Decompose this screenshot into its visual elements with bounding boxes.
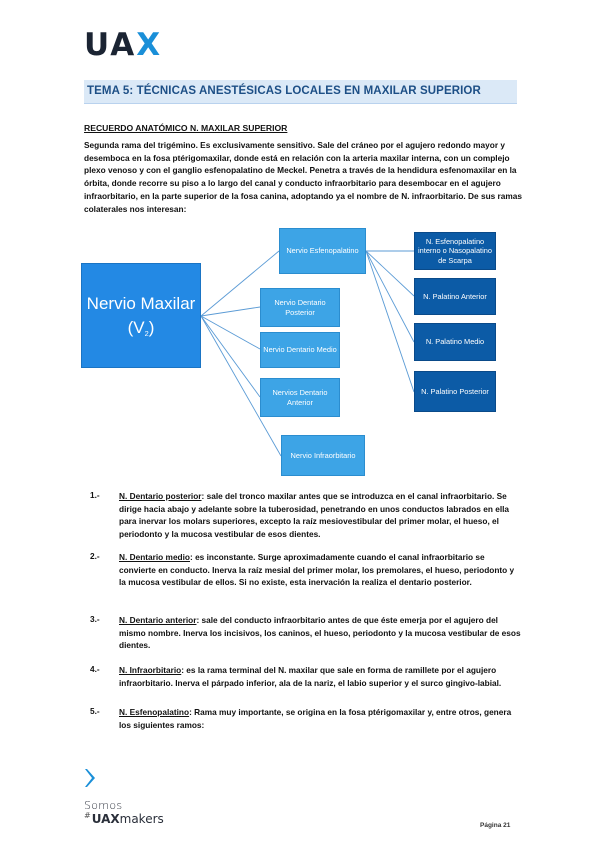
list-item-title: N. Dentario medio [119, 552, 190, 562]
node-main-subscript: 2 [144, 328, 149, 338]
node-nervio-infraorbitario: Nervio Infraorbitario [281, 435, 365, 476]
list-item-number: 2.- [90, 551, 100, 561]
connector-esfeno-palatino-anterior [366, 251, 414, 296]
list-item-number: 4.- [90, 664, 100, 674]
list-item-title: N. Dentario posterior [119, 491, 202, 501]
brand-hash: # [84, 811, 91, 820]
list-item-body [119, 490, 521, 541]
connector-esfeno-palatino-posterior [366, 251, 414, 392]
logo-main-text: UA [84, 27, 137, 63]
connector-main-dentario-anterior [201, 316, 260, 397]
page-number: Página 21 [480, 822, 511, 829]
section-heading: RECUERDO ANATÓMICO N. MAXILAR SUPERIOR [84, 123, 288, 133]
logo-accent-text: X [136, 27, 163, 63]
node-palatino-anterior: N. Palatino Anterior [414, 278, 496, 315]
list-item-number: 5.- [90, 706, 100, 716]
node-nervio-maxilar [81, 263, 201, 368]
node-nervios-dentario-anterior: Nervios Dentario Anterior [260, 378, 340, 417]
node-nervio-dentario-medio: Nervio Dentario Medio [260, 332, 340, 368]
brand-uax: UAX [91, 812, 120, 826]
list-item-text: : sale del tronco maxilar antes que se introduzca en el canal infraorbitario. Se dirige hacia abajo y adelante sobre la tuberosidad, penetrando en unos conductos labrados en ella para inervar los molars superiores, excepto la raíz mesiovestibular del primer molar, el hueso, el periodonto y la mucosa vestibular de esos dientes. [119, 491, 510, 540]
list-item-body [119, 551, 521, 589]
list-item-title: N. Dentario anterior [119, 615, 197, 625]
node-main-line1: Nervio Maxilar [86, 293, 196, 313]
connector-esfeno-palatino-medio [366, 251, 414, 342]
node-main-line2 [128, 316, 155, 340]
list-item-text: : es la rama terminal del N. maxilar que sale en forma de ramillete por el agujero infraorbitario. Inerva el párpado inferior, ala de la nariz, el labio superior y el surco gingivo-labial. [119, 665, 502, 688]
chevron-right-icon [84, 768, 98, 788]
list-item-number: 3.- [90, 614, 100, 624]
intro-paragraph: Segunda rama del trigémino. Es exclusivamente sensitivo. Sale del cráneo por el agujero redondo mayor y desemboca en la fosa ptérigomaxilar, donde está en relación con la arteria maxilar interna, con un complejo plexo venoso y con el ganglio esfenopalatino de Meckel. Penetra a través de la hendidura esfenomaxilar en la órbita, donde recorre su piso a lo largo del canal y conducto infraorbitario para desembocar en el agujero infraorbitario, en la parte superior de la fosa canina, adoptando ya el nombre de N. infraorbitario. De sus ramas colaterales nos interesan: [84, 140, 523, 214]
list-item-text: : Rama muy importante, se origina en la fosa ptérigomaxilar y, entre otros, genera los siguientes ramos: [119, 707, 512, 730]
uax-logo [84, 27, 162, 63]
topic-title: TEMA 5: TÉCNICAS ANESTÉSICAS LOCALES EN MAXILAR SUPERIOR [87, 85, 481, 97]
list-item-title: N. Esfenopalatino [119, 707, 190, 717]
list-item-text: : es inconstante. Surge aproximadamente cuando el canal infraorbitario se convierte en conducto. Inerva la raíz mesial del primer molar, los premolares, el hueso, periodonto y la mucosa vestibular de ellos. Si no existe, esta inervación la realiza el dentario posterior. [119, 552, 515, 588]
brand-somos: Somos [84, 799, 123, 812]
list-item-body [119, 706, 521, 731]
list-item-title: N. Infraorbitario [119, 665, 182, 675]
list-item-body [119, 614, 521, 652]
node-main-close-paren: ) [148, 317, 155, 337]
node-nervio-esfenopalatino: Nervio Esfenopalatino [279, 228, 366, 274]
node-nasopalatino-scarpa: N. Esfenopalatino interno o Nasopalatino de Scarpa [414, 232, 496, 270]
node-palatino-medio: N. Palatino Medio [414, 323, 496, 361]
connector-main-dentario-posterior [201, 307, 260, 316]
node-main-v-label: (V [127, 317, 145, 337]
brand-makers: makers [119, 812, 164, 826]
brand-uaxmakers [84, 811, 164, 826]
node-nervio-dentario-posterior: Nervio Dentario Posterior [260, 288, 340, 327]
list-item-text: : sale del conducto infraorbitario antes de que éste emerja por el agujero del mismo nombre. Inerva los incisivos, los caninos, el hueso, periodonto y la mucosa vestibular de esos dientes. [119, 615, 521, 651]
node-palatino-posterior: N. Palatino Posterior [414, 371, 496, 412]
list-item-body [119, 664, 521, 689]
list-item-number: 1.- [90, 490, 100, 500]
topic-title-bar [84, 80, 517, 104]
connector-main-dentario-medio [201, 316, 260, 349]
